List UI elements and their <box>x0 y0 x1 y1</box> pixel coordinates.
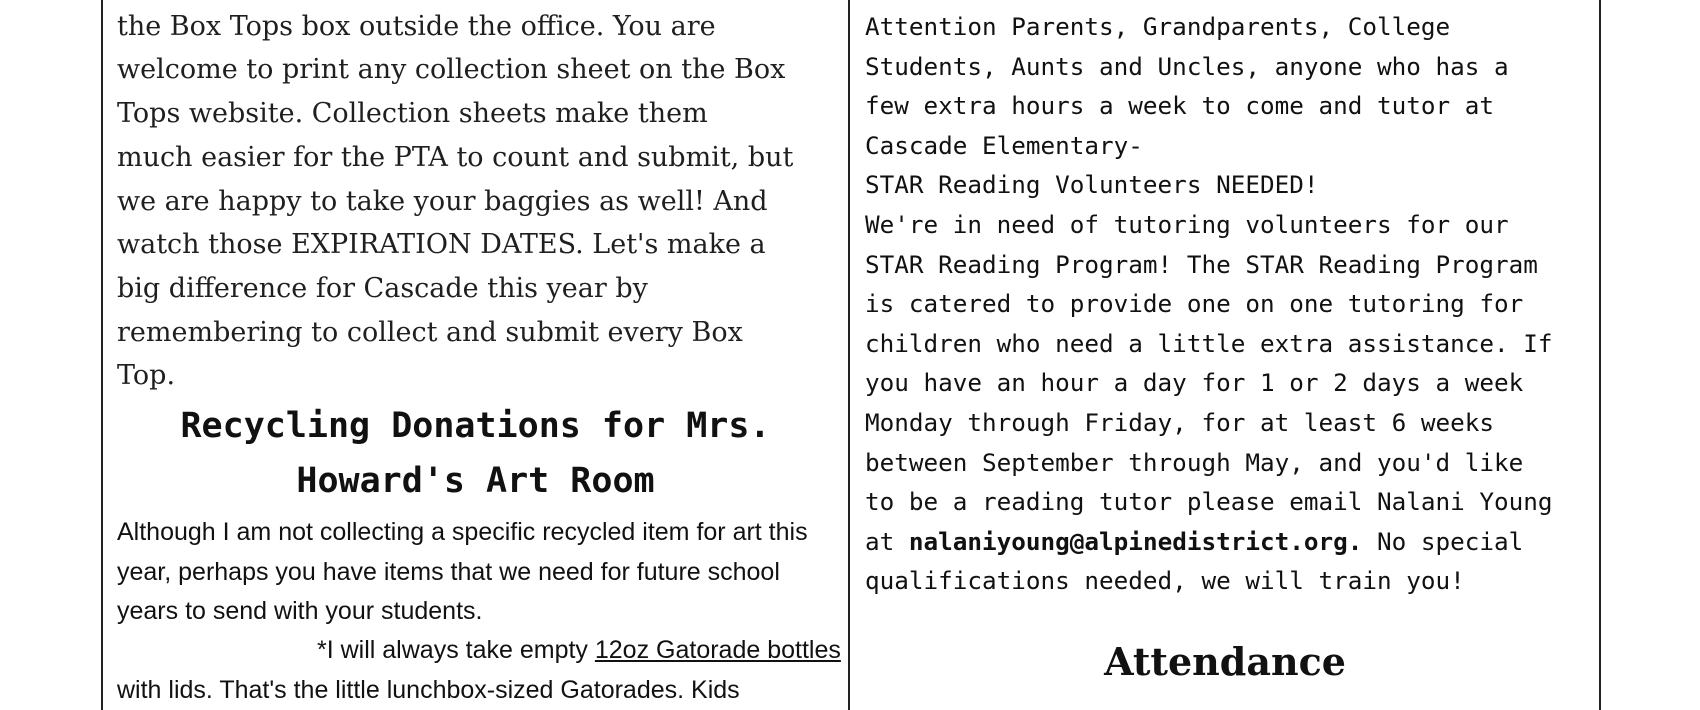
left-column <box>101 0 850 710</box>
star-reading-paragraph <box>865 7 1593 601</box>
gatorade-item-continued: with lids. That's the little lunchbox-sized Gatorades. Kids <box>117 676 740 704</box>
art-heading-line2: Howard's Art Room <box>296 461 655 501</box>
box-tops-paragraph: the Box Tops box outside the office. You are welcome to print any collection sheet on the Box Tops website. Collection sheets make them much easier for the PTA to count and submit, but we are happy to take your baggies as well! And watch those EXPIRATION DATES. Let's make a big difference for Cascade this year by remembering to collect and submit every Box Top. <box>117 10 794 392</box>
star-text-main: Attention Parents, Grandparents, College Students, Aunts and Uncles, anyone who has a few extra hours a week to come and tutor at Cascade Elementary- STAR Reading Volunteers NEEDED! We're in need of tutoring volunteers for our STAR Reading Program! The STAR Reading Program is catered to provide one on one tutoring for children who need a little extra assistance. If you have an hour a day for 1 or 2 days a week Monday through Friday, for at least 6 weeks between September through May, and you'd like to be a reading tutor please email Nalani Young at <box>865 12 1553 556</box>
art-heading-line1: Recycling Donations for Mrs. <box>180 406 771 446</box>
gatorade-item-prefix: *I will always take empty <box>317 636 595 664</box>
gatorade-bottles-underlined: 12oz Gatorade bottles <box>594 636 841 664</box>
gatorade-bottles-item <box>317 631 850 671</box>
star-text-end: No special qualifications needed, we will train you! <box>865 526 1524 596</box>
right-column <box>851 0 1601 710</box>
art-room-paragraph: Although I am not collecting a specific recycled item for art this year, perhaps you have items that we need for future school years to send with your students. <box>117 518 808 625</box>
attendance-heading: Attendance <box>1104 639 1346 684</box>
art-room-heading <box>103 399 848 509</box>
contact-email: nalaniyoung@alpinedistrict.org. <box>908 526 1363 556</box>
